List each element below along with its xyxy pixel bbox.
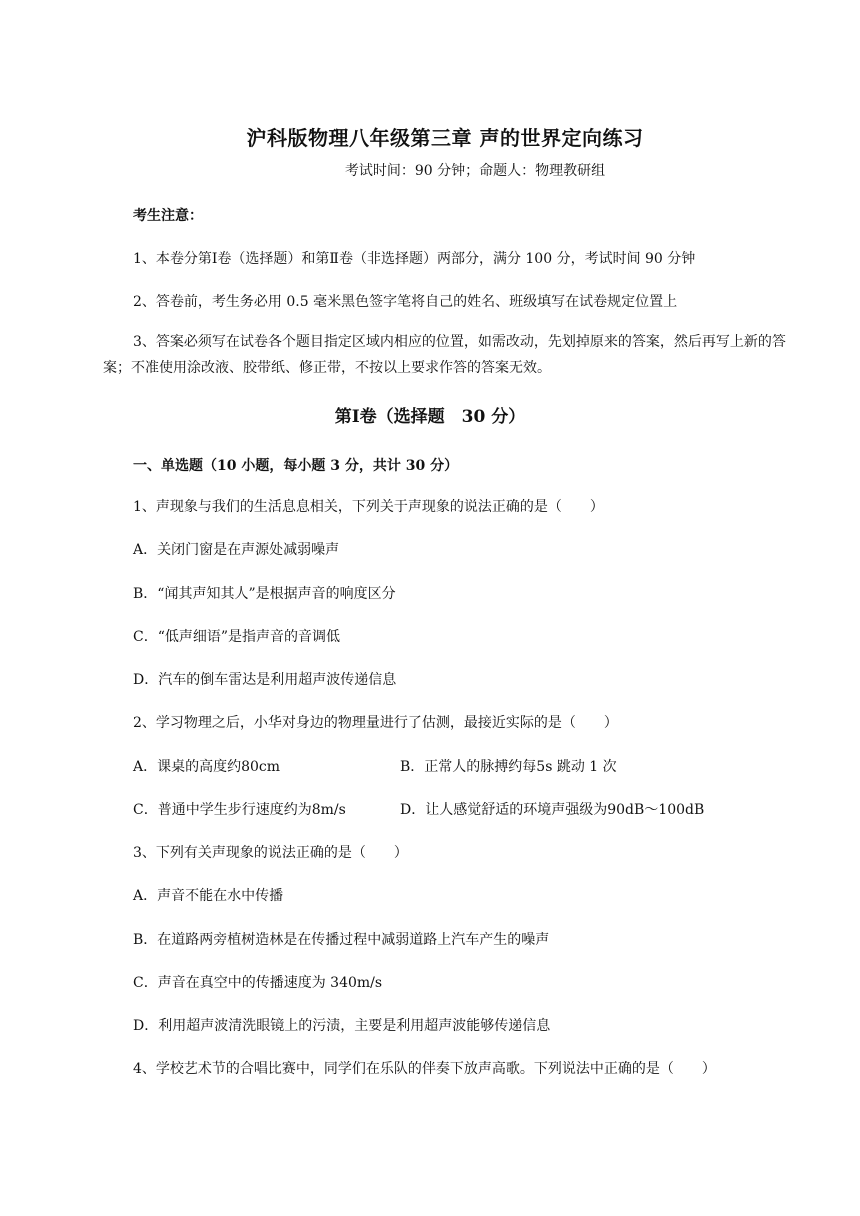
question-option: B．正常人的脉搏约每5s 跳动 1 次 — [400, 759, 617, 775]
question-option: D．汽车的倒车雷达是利用超声波传递信息 — [133, 672, 397, 688]
question-option: A．关闭门窗是在声源处减弱噪声 — [133, 542, 340, 558]
question-stem: 4、学校艺术节的合唱比赛中，同学们在乐队的伴奏下放声高歌。下列说法中正确的是（ ） — [133, 1061, 716, 1077]
question-option: A．声音不能在水中传播 — [133, 888, 284, 904]
question-stem: 2、学习物理之后，小华对身边的物理量进行了估测，最接近实际的是（ ） — [133, 715, 618, 731]
notice-heading: 考生注意： — [133, 208, 203, 224]
page-title: 沪科版物理八年级第三章 声的世界定向练习 — [246, 126, 644, 150]
question-option: D．让人感觉舒适的环境声强级为90dB～100dB — [400, 802, 705, 818]
notice-item: 3、答案必须写在试卷各个题目指定区域内相应的位置，如需改动，先划掉原来的答案，然后再写上新的答案；不准使用涂改液、胶带纸、修正带，不按以上要求作答的答案无效。 — [103, 334, 786, 376]
notice-item: 1、本卷分第Ⅰ卷（选择题）和第Ⅱ卷（非选择题）两部分，满分 100 分，考试时间 90 分钟 — [133, 251, 696, 267]
question-option: A．课桌的高度约80cm — [133, 759, 281, 775]
question-option: C．声音在真空中的传播速度为 340m/s — [133, 975, 383, 991]
question-option: C．普通中学生步行速度约为8m/s — [133, 802, 346, 818]
part-title: 第Ⅰ卷（选择题 30 分） — [334, 407, 526, 427]
question-option: C．“低声细语”是指声音的音调低 — [133, 629, 341, 645]
question-stem: 1、声现象与我们的生活息息相关，下列关于声现象的说法正确的是（ ） — [133, 499, 604, 515]
question-stem: 3、下列有关声现象的说法正确的是（ ） — [133, 845, 408, 861]
notice-item: 2、答卷前，考生务必用 0.5 毫米黑色签字笔将自己的姓名、班级填写在试卷规定位置上 — [133, 294, 678, 310]
page-subtitle: 考试时间：90 分钟；命题人：物理教研组 — [344, 163, 606, 179]
question-option: B．在道路两旁植树造林是在传播过程中减弱道路上汽车产生的噪声 — [133, 932, 550, 948]
section-heading: 一、单选题（10 小题，每小题 3 分，共计 30 分） — [133, 458, 459, 474]
question-option: B．“闻其声知其人”是根据声音的响度区分 — [133, 586, 396, 602]
question-option: D．利用超声波清洗眼镜上的污渍，主要是利用超声波能够传递信息 — [133, 1018, 551, 1034]
